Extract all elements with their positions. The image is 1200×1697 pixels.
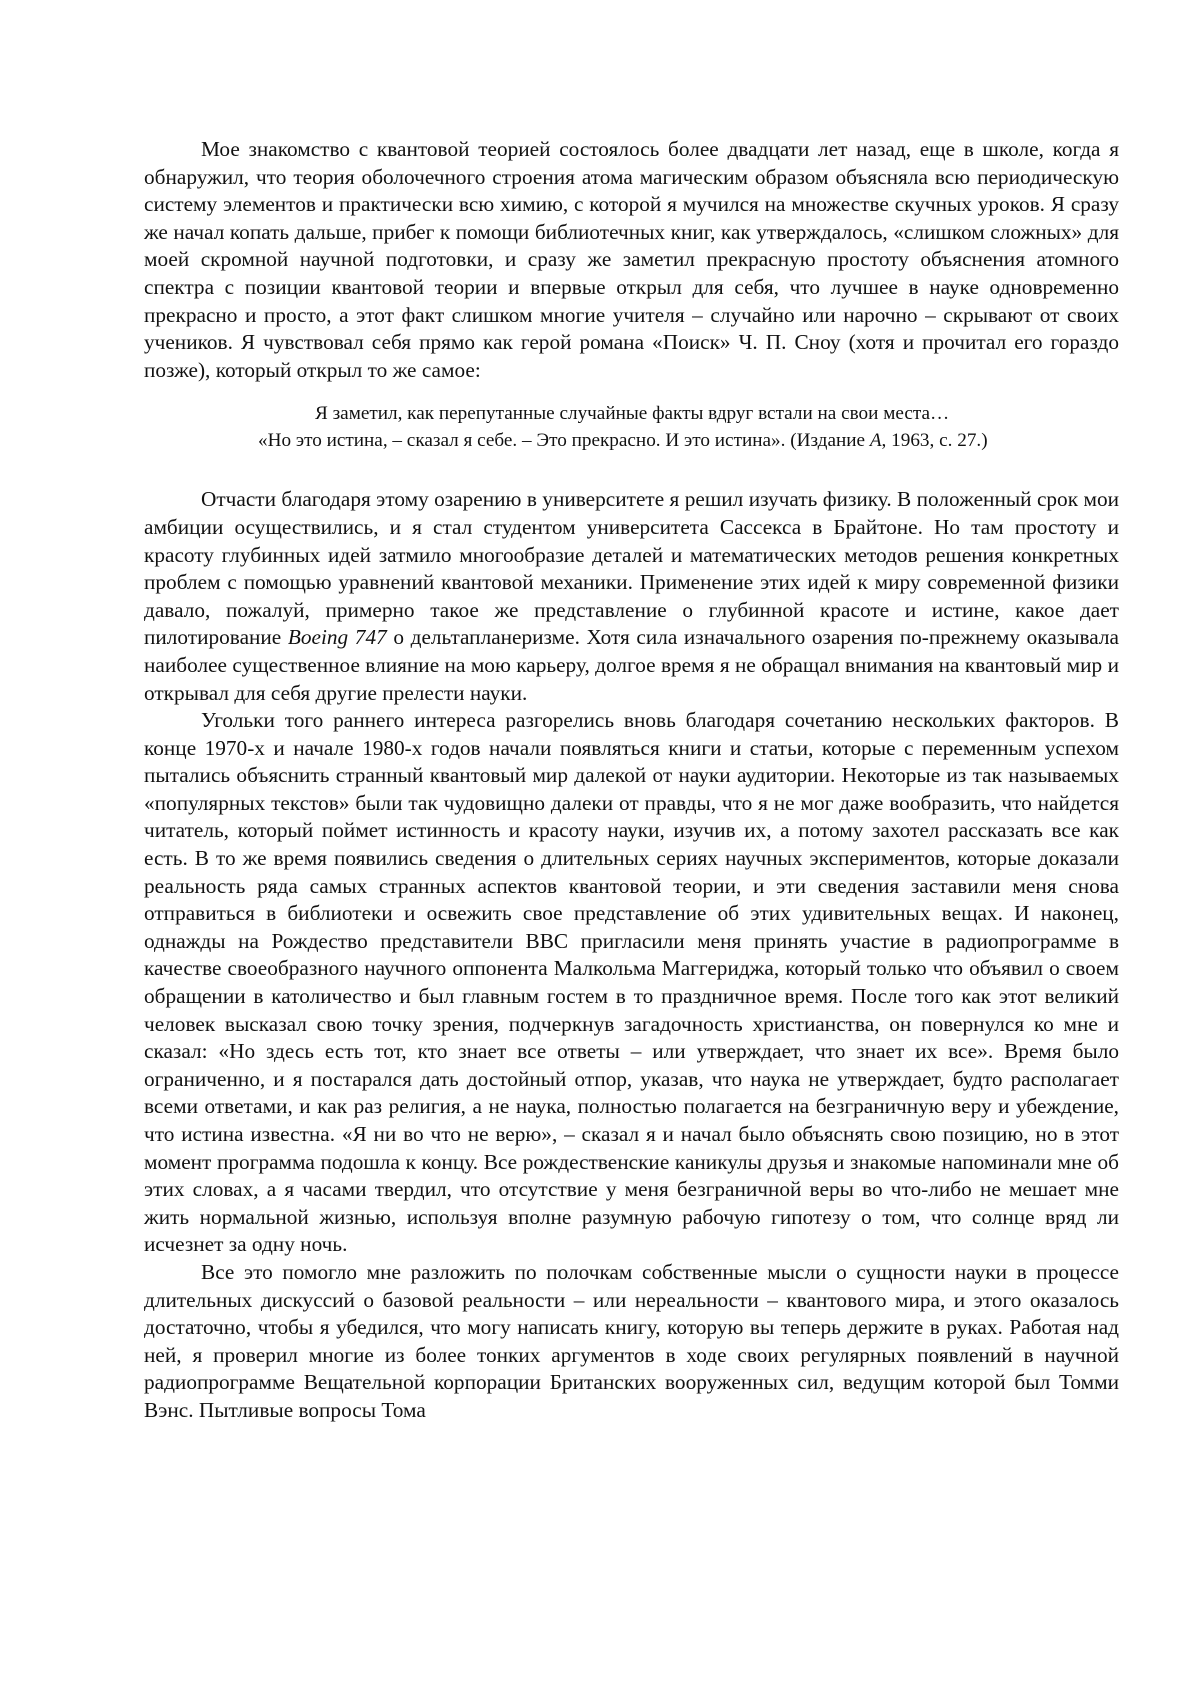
quote-citation: , 1963, с. 27.) [881,430,988,452]
paragraph-renewed-interest: Угольки того раннего интереса разгорелись вновь благодаря сочетанию нескольких факторов. В конце 1970-х и начале 1980-х годов начали появляться книги и статьи, которые с переменным успехом пытались объяснить странный квантовый мир далекой от науки аудитории. Некоторые из так называемых «популярных текстов» были так чудовищно далеки от правды, что я не мог даже вообразить, что найдется читатель, который поймет истинность и красоту науки, изучив их, а потому захотел рассказать все как есть. В то же время появились сведения о длительных сериях научных экспериментов, которые доказали реальность ряда самых странных аспектов квантовой теории, и эти сведения заставили меня снова отправиться в библиотеки и освежить свое представление об этих удивительных вещах. И наконец, однажды на Рождество представители BBC пригласили меня принять участие в радиопрограмме в качестве своеобразного научного оппонента Малкольма Маггериджа, который только что объявил о своем обращении в католичество и был главным гостем в то праздничное время. После того как этот великий человек высказал свою точку зрения, подчеркнув загадочность христианства, он повернулся ко мне и сказал: «Но здесь есть тот, кто знает все ответы – или утверждает, что знает их все». Время было ограниченно, и я постарался дать достойный отпор, указав, что наука не утверждает, будто располагает всеми ответами, и как раз религия, а не наука, полностью полагается на безграничную веру и убеждение, что истина известна. «Я ни во что не верю», – сказал я и начал было объяснять свою позицию, но в этот момент программа подошла к концу. Все рождественские каникулы друзья и знакомые напоминали мне об этих словах, а я часами твердил, что отсутствие у меня безграничной веры во что-либо не мешает мне жить нормальной жизнью, используя вполне разумную рабочую гипотезу о том, что солнце вряд ли исчезнет за одну ночь. [144,708,1119,1257]
quote-line-2 [258,427,1073,454]
block-quote [144,400,1119,454]
aircraft-name: Boeing 747 [287,625,387,650]
document-page [144,136,1119,1425]
paragraph-university-text-b: о дельтапланеризме. Хотя сила изначального озарения по-прежнему оказывала наиболее существенное влияние на мою карьеру, долгое время я не обращал внимания на квантовый мир и открывал для себя другие прелести науки. [144,625,1120,705]
paragraph-writing-book: Все это помогло мне разложить по полочкам собственные мысли о сущности науки в процессе длительных дискуссий о базовой реальности – или нереальности – квантового мира, и этого оказалось достаточно, чтобы я убедился, что могу написать книгу, которую вы теперь держите в руках. Работая над ней, я проверил многие из более тонких аргументов в ходе своих регулярных появлений в научной радиопрограмме Вещательной корпорации Британских вооруженных сил, ведущим которой был Томми Вэнс. Пытливые вопросы Тома [144,1259,1119,1422]
paragraph-intro: Мое знакомство с квантовой теорией состоялось более двадцати лет назад, еще в школе, когда я обнаружил, что теория оболочечного строения атома магическим образом объясняла всю периодическую систему элементов и практически всю химию, с которой я мучился на множестве скучных уроков. Я сразу же начал копать дальше, прибег к помощи библиотечных книг, как утверждалось, «слишком сложных» для моей скромной научной подготовки, и сразу же заметил прекрасную простоту объяснения атомного спектра с позиции квантовой теории и впервые открыл для себя, что лучшее в науке одновременно прекрасно и просто, а этот факт слишком многие учителя – случайно или нарочно – скрывают от своих учеников. Я чувствовал себя прямо как герой романа «Поиск» Ч. П. Сноу (хотя и прочитал его гораздо позже), который открыл то же самое: [144,137,1119,382]
quote-edition-letter: А [869,430,882,452]
paragraph-university [144,486,1119,707]
paragraph-university-text-a: Отчасти благодаря этому озарению в университете я решил изучать физику. В положенный срок мои амбиции осуществились, и я стал студентом университета Сассекса в Брайтоне. Но там простоту и красоту глубинных идей затмило многообразие деталей и математических методов решения конкретных проблем с помощью уравнений квантовой механики. Применение этих идей к миру современной физики давало, пожалуй, примерно такое же представление о глубинной красоте и истине, какое дает пилотирование [144,487,1119,650]
quote-line-2-text: «Но это истина, – сказал я себе. – Это прекрасно. И это истина». (Издание [258,430,870,452]
quote-line-1: Я заметил, как перепутанные случайные факты вдруг встали на свои места… [315,403,950,425]
